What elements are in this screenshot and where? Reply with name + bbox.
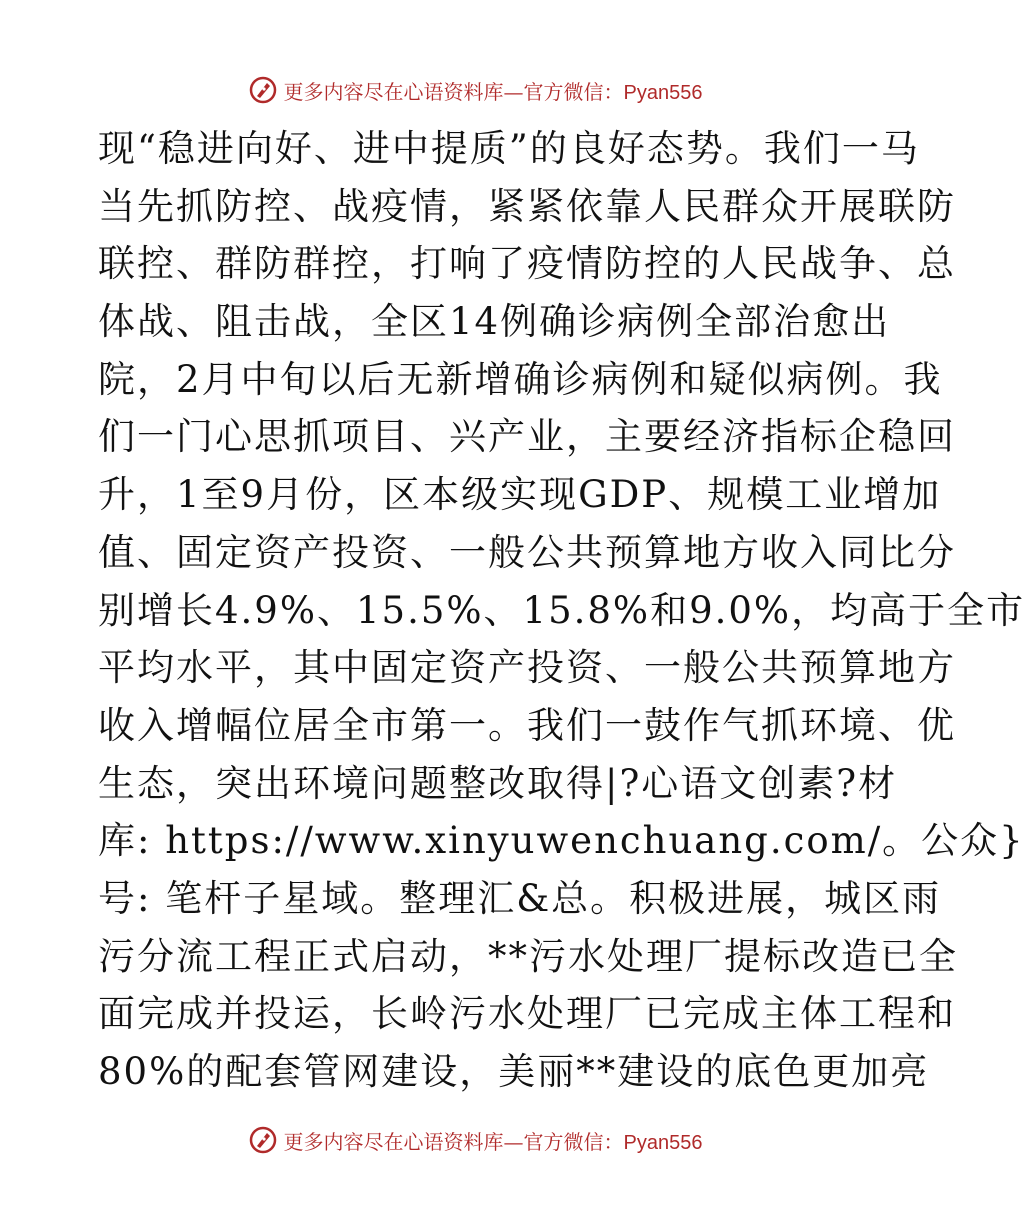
text-line: 面完成并投运，长岭污水处理厂已完成主体工程和	[98, 992, 956, 1036]
text-line: 生态，突出环境问题整改取得|?心语文创素?材	[98, 761, 898, 805]
text-line: 库: https://www.xinyuwenchuang.com/。公众}	[98, 819, 1025, 863]
header-watermark-banner	[0, 70, 950, 110]
text-line: 现“稳进向好、进中提质”的良好态势。我们一马	[98, 127, 920, 170]
text-line: 收入增幅位居全市第一。我们一鼓作气抓环境、优	[98, 703, 956, 747]
banner-text	[284, 1126, 703, 1155]
text-line: 院，2月中旬以后无新增确诊病例和疑似病例。我	[98, 357, 943, 401]
text-line: 升，1至9月份，区本级实现GDP、规模工业增加	[98, 473, 942, 517]
banner-text	[284, 76, 703, 105]
banner-separator: —	[503, 79, 524, 104]
banner-wechat-id: Pyan556	[623, 1131, 703, 1154]
text-line: 号: 笔杆子星域。整理汇&总。积极进展，城区雨	[98, 876, 942, 920]
pen-nib-logo-icon	[248, 75, 278, 105]
footer-watermark-banner	[0, 1120, 950, 1160]
text-line: 值、固定资产投资、一般公共预算地方收入同比分	[98, 530, 956, 574]
banner-wechat-label: 官方微信：	[523, 1129, 624, 1154]
banner-separator: —	[503, 1129, 524, 1154]
text-line: 污分流工程正式启动，**污水处理厂提标改造已全	[98, 934, 958, 978]
banner-brand: 更多内容尽在心语资料库	[283, 79, 504, 104]
text-line: 们一门心思抓项目、兴产业，主要经济指标企稳回	[98, 415, 956, 459]
banner-brand: 更多内容尽在心语资料库	[283, 1129, 504, 1154]
text-line: 平均水平，其中固定资产投资、一般公共预算地方	[98, 646, 956, 690]
text-line: 当先抓防控、战疫情，紧紧依靠人民群众开展联防	[98, 184, 956, 228]
text-line: 体战、阻击战，全区14例确诊病例全部治愈出	[98, 300, 891, 344]
text-line: 80%的配套管网建设，美丽**建设的底色更加亮	[98, 1050, 930, 1093]
text-line: 联控、群防群控，打响了疫情防控的人民战争、总	[98, 242, 956, 286]
banner-wechat-label: 官方微信：	[523, 79, 624, 104]
text-line: 别增长4.9%、15.5%、15.8%和9.0%，均高于全市	[98, 588, 1025, 632]
pen-nib-logo-icon	[248, 1125, 278, 1155]
document-body	[98, 120, 1025, 1101]
banner-wechat-id: Pyan556	[623, 81, 703, 104]
